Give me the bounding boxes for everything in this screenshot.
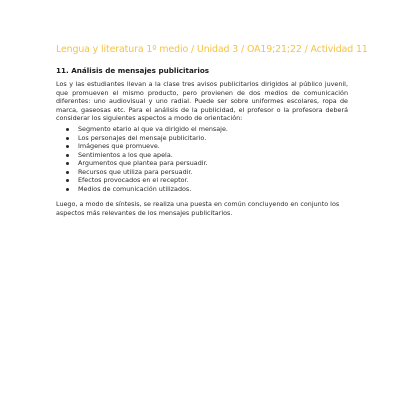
bullet-icon (66, 179, 69, 182)
aspects-list (66, 125, 346, 193)
list-item-text: Recursos que utiliza para persuadir. (78, 167, 193, 176)
list-item (66, 159, 346, 168)
list-item (66, 134, 346, 143)
list-item (66, 151, 346, 160)
list-item (66, 125, 346, 134)
bullet-icon (66, 162, 69, 165)
bullet-icon (66, 128, 69, 131)
list-item-text: Los personajes del mensaje publicitario. (78, 133, 207, 142)
list-item-text: Argumentos que plantea para persuadir. (78, 159, 208, 167)
bullet-icon (66, 145, 69, 148)
list-item (66, 142, 346, 151)
list-item-text: Imágenes que promueve. (78, 142, 160, 150)
intro-paragraph: Los y las estudiantes llevan a la clase tres avisos publicitarios dirigidos al público juvenil, que promueven el mismo producto, pero provienen de dos medios de comunicación diferentes: uno audiovisual y uno radial. Puede ser sobre uniformes escolares, ropa de marca, gaseosas etc. Para el análisis de la publicidad, el profesor o la profesora deberá considerar los siguientes aspectos a modo de orientación: (56, 80, 348, 122)
list-item (66, 185, 346, 194)
list-item-text: Medios de comunicación utilizados. (78, 184, 192, 193)
bullet-icon (66, 137, 69, 140)
bullet-icon (66, 154, 69, 157)
section-title: 11. Análisis de mensajes publicitarios (56, 66, 210, 75)
closing-paragraph: Luego, a modo de síntesis, se realiza una puesta en común concluyendo en conjunto los aspectos más relevantes de los mensajes publicitarios. (56, 200, 340, 217)
bullet-icon (66, 188, 69, 191)
list-item (66, 168, 346, 177)
page-header: Lengua y literatura 1º medio / Unidad 3 / OA19;21;22 / Actividad 11 (56, 44, 368, 55)
bullet-icon (66, 171, 69, 174)
list-item (66, 176, 346, 185)
list-item-text: Segmento etario al que va dirigido el mensaje. (78, 125, 228, 133)
list-item-text: Efectos provocados en el receptor. (78, 176, 189, 184)
list-item-text: Sentimientos a los que apela. (78, 150, 173, 159)
